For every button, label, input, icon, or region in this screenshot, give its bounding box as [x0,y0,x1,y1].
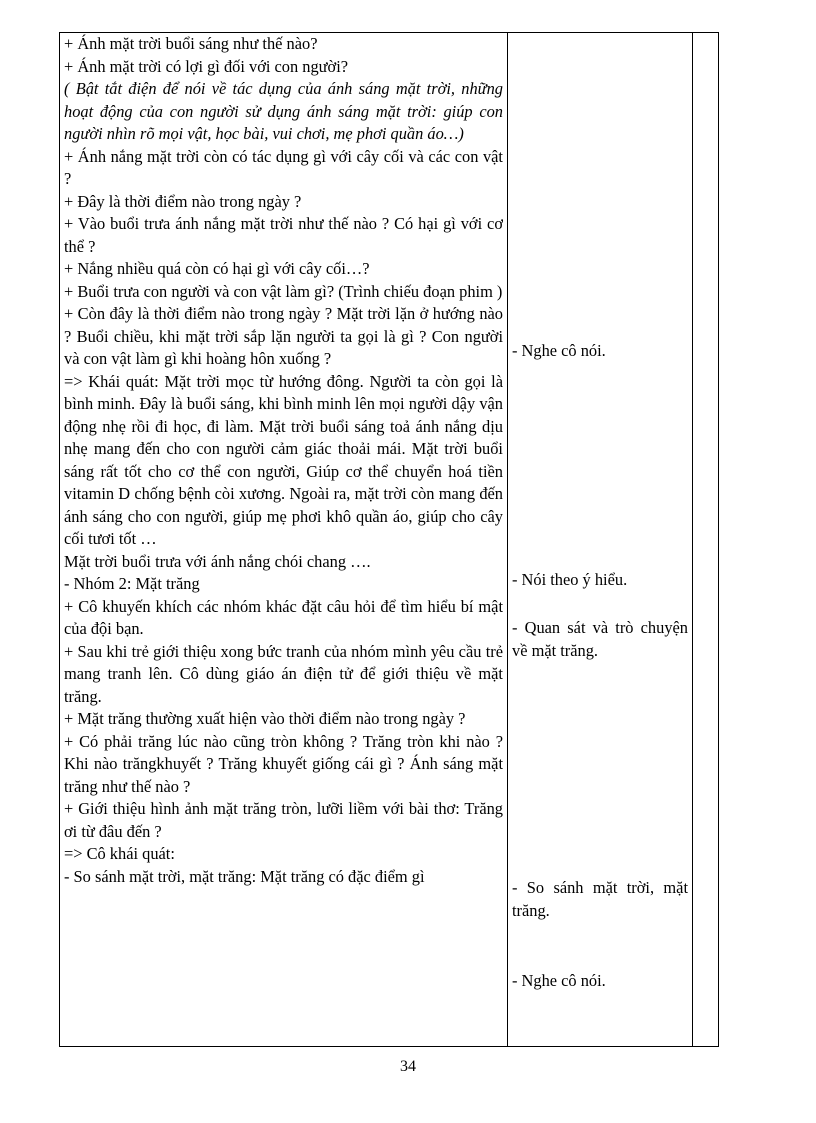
child-activity-item: - Nghe cô nói. [512,341,606,360]
paragraph: + Buổi trưa con người và con vật làm gì? (Trình chiếu đoạn phim ) [64,281,503,301]
column-divider [507,33,508,1046]
paragraph: + Vào buổi trưa ánh nắng mặt trời như thế nào ? Có hại gì với cơ thể ? [64,214,503,256]
child-activity-item: - So sánh mặt trời, mặt trăng. [512,878,688,920]
teacher-activity-cell [64,33,503,1046]
paragraph: + Đây là thời điểm nào trong ngày ? [64,191,302,211]
paragraph: + Có phải trăng lúc nào cũng tròn không ? Trăng tròn khi nào ? Khi nào trăngkhuyết ? Trăng khuyết giống cái gì ? Ánh sáng mặt trăng như thế nào ? [64,731,503,796]
paragraph: + Ánh nắng mặt trời còn có tác dụng gì với cây cối và các con vật ? [64,146,503,188]
italic-note: ( Bật tắt điện để nói về tác dụng của ánh sáng mặt trời, những hoạt động của con người sử dụng ánh sáng mặt trời: giúp con người nhìn rõ mọi vật, học bài, vui chơi, mẹ phơi quần áo…) [64,79,503,143]
paragraph: Mặt trời buổi trưa với ánh nắng chói chang …. [64,551,371,571]
paragraph: - So sánh mặt trời, mặt trăng: Mặt trăng có đặc điểm gì [64,866,425,886]
paragraph: + Sau khi trẻ giới thiệu xong bức tranh của nhóm mình yêu cầu trẻ mang tranh lên. Cô dùng giáo án điện tử để giới thiệu về mặt trăng. [64,641,503,706]
paragraph: - Nhóm 2: Mặt trăng [64,574,200,593]
child-activity-cell [512,33,688,1046]
paragraph: => Khái quát: Mặt trời mọc từ hướng đông. Người ta còn gọi là bình minh. Đây là buổi sáng, khi bình minh lên mọi người dậy vận động nhẹ rồi đi học, đi làm. Mặt trời buổi sáng toả ánh nắng dịu nhẹ mang đến cho con người cảm giác thoải mái. Mặt trời buổi sáng rất tốt cho cơ thể con người, Giúp cơ thể chuyển hoá tiền vitamin D chống bệnh còi xương. Ngoài ra, mặt trời còn mang đến ánh sáng cho con người, giúp mẹ phơi khô quần áo, giúp cho cây cối tươi tốt … [64,371,503,548]
column-divider [692,33,693,1046]
page-number: 34 [400,1058,416,1075]
child-activity-item: - Quan sát và trò chuyện về mặt trăng. [512,618,688,660]
lesson-table [59,32,719,1047]
paragraph: + Giới thiệu hình ảnh mặt trăng tròn, lưỡi liềm với bài thơ: Trăng ơi từ đâu đến ? [64,799,503,841]
paragraph: + Còn đây là thời điểm nào trong ngày ? Mặt trời lặn ở hướng nào ? Buổi chiều, khi mặt trời sắp lặn người ta gọi là gì ? Con người và con vật làm gì khi hoàng hôn xuống ? [64,304,503,368]
paragraph: + Ánh mặt trời có lợi gì đối với con người? [64,56,349,76]
paragraph: + Mặt trăng thường xuất hiện vào thời điểm nào trong ngày ? [64,709,466,728]
paragraph: + Nắng nhiều quá còn có hại gì với cây cối…? [64,259,370,278]
child-activity-item: - Nghe cô nói. [512,971,606,990]
paragraph: + Cô khuyến khích các nhóm khác đặt câu hỏi để tìm hiểu bí mật của đội bạn. [64,596,503,638]
paragraph: => Cô khái quát: [64,844,175,863]
child-activity-item: - Nói theo ý hiểu. [512,570,628,589]
paragraph: + Ánh mặt trời buổi sáng như thế nào? [64,34,318,53]
